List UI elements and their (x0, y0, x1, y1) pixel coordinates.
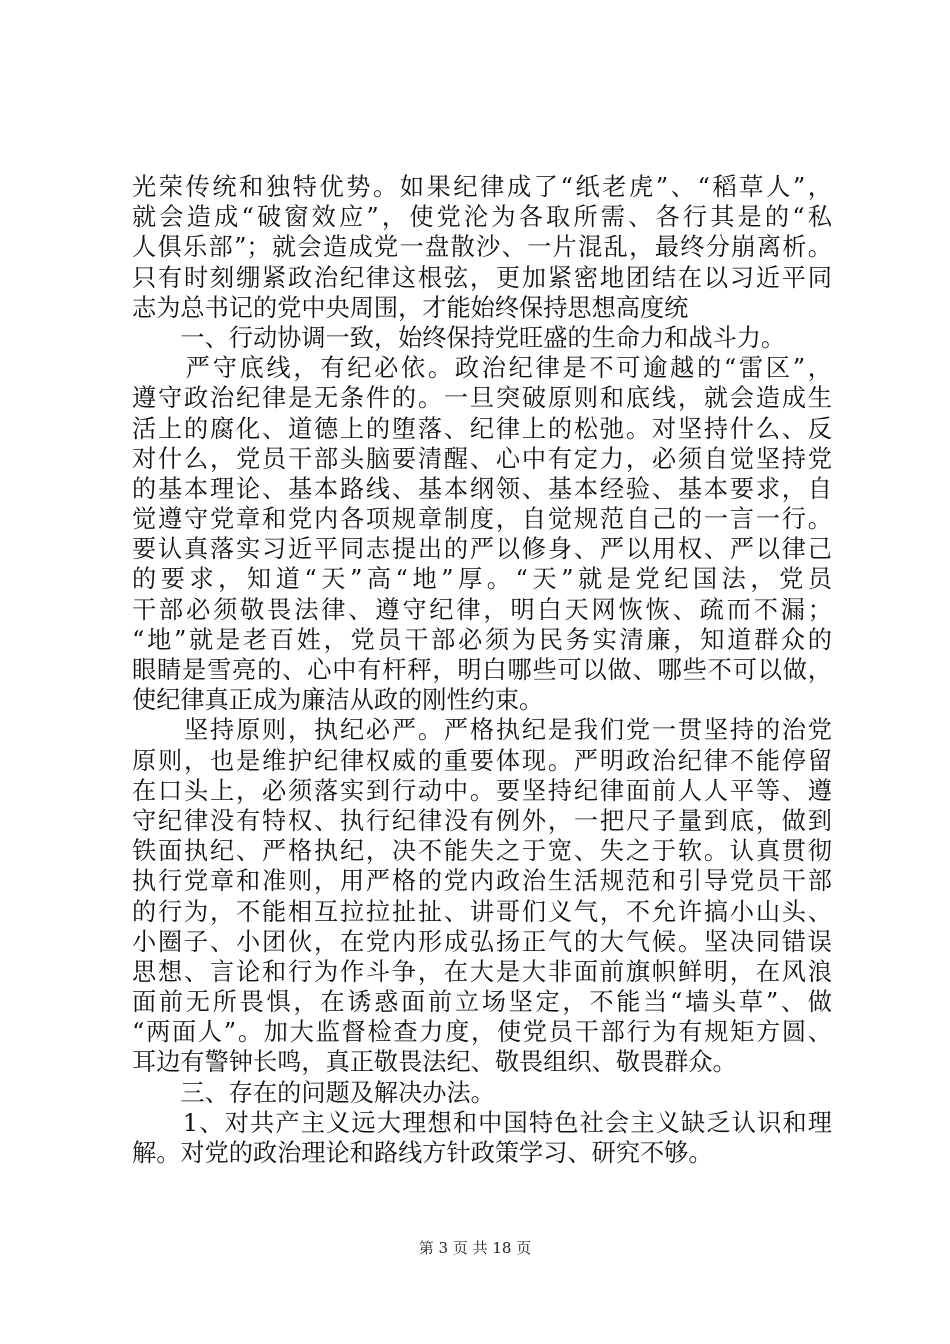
text-line: 一、行动协调一致，始终保持党旺盛的生命力和战斗力。 (132, 323, 786, 352)
text-line: 干部必须敬畏法律、遵守纪律，明白天网恢恢、疏而不漏； (132, 595, 832, 624)
text-line: 的要求，知道“天”高“地”厚。“天”就是党纪国法，党员 (132, 565, 832, 594)
text-line: 志为总书记的党中央周围，才能始终保持思想高度统 (132, 293, 689, 322)
text-line: 原则，也是维护纪律权威的重要体现。严明政治纪律不能停留 (132, 746, 832, 775)
body-text (132, 172, 832, 1168)
page-footer: 第 3 页 共 18 页 (418, 1239, 532, 1257)
text-line: 执行党章和准则，用严格的党内政治生活规范和引导党员干部 (132, 867, 832, 896)
text-line: 的行为，不能相互拉拉扯扯、讲哥们义气，不允许搞小山头、 (132, 897, 832, 926)
text-line: 对什么，党员干部头脑要清醒、心中有定力，必须自觉坚持党 (132, 444, 832, 473)
text-line: 就会造成“破窗效应”，使党沦为各取所需、各行其是的“私 (132, 203, 832, 232)
text-line: “两面人”。加大监督检查力度，使党员干部行为有规矩方圆、 (132, 1018, 832, 1047)
text-line: 活上的腐化、道德上的堕落、纪律上的松弛。对坚持什么、反 (132, 414, 832, 443)
text-line: 人俱乐部”；就会造成党一盘散沙、一片混乱，最终分崩离析。 (132, 233, 832, 262)
text-line: 遵守政治纪律是无条件的。一旦突破原则和底线，就会造成生 (132, 384, 832, 413)
text-line: 光荣传统和独特优势。如果纪律成了“纸老虎”、“稻草人”， (132, 173, 832, 201)
text-line: 只有时刻绷紧政治纪律这根弦，更加紧密地团结在以习近平同 (132, 263, 832, 292)
text-line: 严守底线，有纪必依。政治纪律是不可逾越的“雷区”， (132, 354, 832, 383)
text-line: 守纪律没有特权、执行纪律没有例外，一把尺子量到底，做到 (132, 806, 832, 835)
text-line: 1、对共产主义远大理想和中国特色社会主义缺乏认识和理 (132, 1108, 832, 1137)
text-line: 小圈子、小团伙，在党内形成弘扬正气的大气候。坚决同错误 (132, 927, 832, 956)
text-line: 耳边有警钟长鸣，真正敬畏法纪、敬畏组织、敬畏群众。 (132, 1048, 737, 1077)
text-line: 思想、言论和行为作斗争，在大是大非面前旗帜鲜明，在风浪 (132, 957, 832, 986)
text-line: 觉遵守党章和党内各项规章制度，自觉规范自己的一言一行。 (132, 505, 832, 534)
text-line: 眼睛是雪亮的、心中有杆秤，明白哪些可以做、哪些不可以做， (132, 656, 832, 684)
text-line: 使纪律真正成为廉洁从政的刚性约束。 (132, 686, 544, 715)
text-line: “地”就是老百姓，党员干部必须为民务实清廉，知道群众的 (132, 625, 832, 654)
text-line: 面前无所畏惧，在诱惑面前立场坚定，不能当“墙头草”、做 (132, 988, 832, 1017)
text-line: 三、存在的问题及解决办法。 (132, 1078, 495, 1107)
text-line: 铁面执纪、严格执纪，决不能失之于宽、失之于软。认真贯彻 (132, 837, 832, 866)
text-line: 要认真落实习近平同志提出的严以修身、严以用权、严以律己 (132, 535, 832, 564)
text-line: 坚持原则，执纪必严。严格执纪是我们党一贯坚持的治党 (132, 716, 832, 745)
text-line: 在口头上，必须落实到行动中。要坚持纪律面前人人平等、遵 (132, 776, 832, 805)
text-line: 解。对党的政治理论和路线方针政策学习、研究不够。 (132, 1139, 713, 1167)
text-line: 的基本理论、基本路线、基本纲领、基本经验、基本要求，自 (132, 474, 832, 503)
